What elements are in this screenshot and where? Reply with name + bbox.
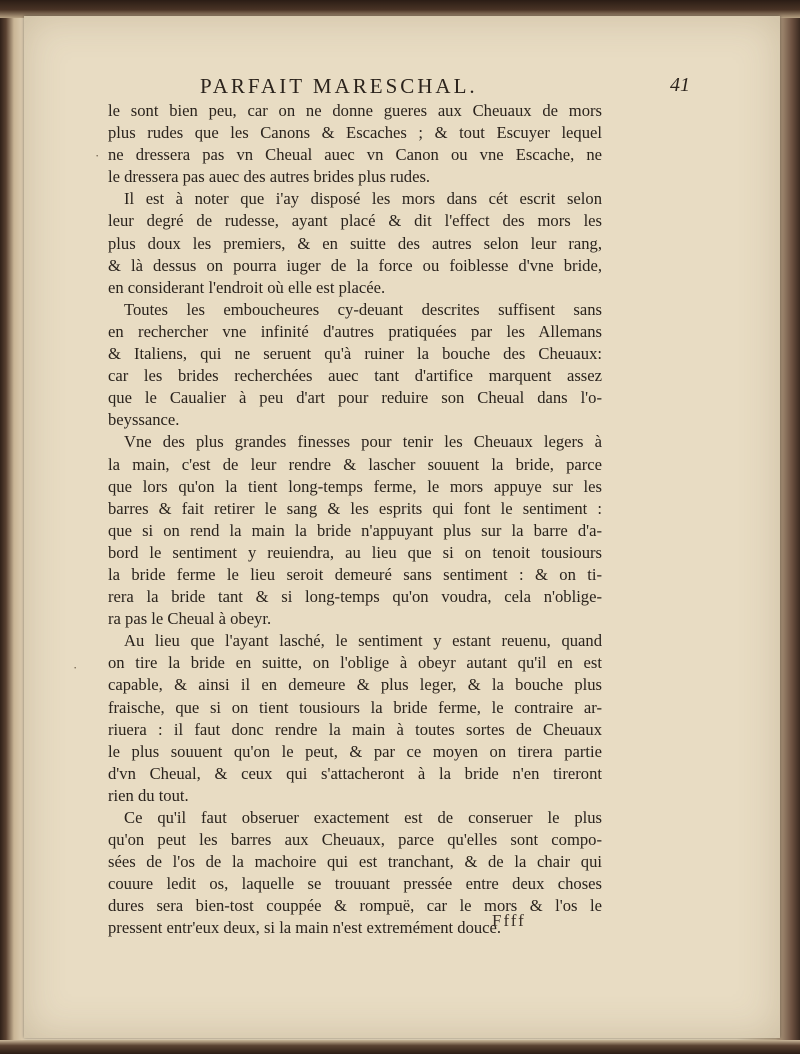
paragraph	[108, 807, 602, 940]
running-title: PARFAIT MARESCHAL.	[200, 74, 478, 98]
signature-mark: Ffff	[492, 911, 526, 930]
text-line: sées de l'os de la machoire qui est tranchant, & de la chair qui	[108, 852, 602, 872]
text-line: que lors qu'on la tient long-temps ferme, le mors appuye sur les	[108, 476, 602, 496]
text-line: dures sera bien-tost couppée & rompuë, car le mors & l'os le	[108, 896, 602, 916]
paragraph	[108, 100, 602, 188]
body-text	[108, 100, 602, 940]
text-line: que le Caualier à peu d'art pour reduire son Cheual dans l'o-	[108, 388, 602, 408]
text-line: on tire la bride en suitte, on l'oblige à obeyr autant qu'il en est	[108, 653, 602, 673]
text-line: le dressera pas auec des autres brides plus rudes.	[108, 167, 431, 187]
text-line: plus rudes que les Canons & Escaches ; & tout Escuyer lequel	[108, 123, 602, 143]
margin-speck: ·	[95, 148, 100, 163]
text-line: la main, c'est de leur rendre & lascher souuent la bride, parce	[108, 454, 602, 474]
text-line: rien du tout.	[108, 785, 189, 805]
text-line: rera la bride tant & si long-temps qu'on voudra, cela n'oblige-	[108, 587, 602, 607]
paragraph	[108, 188, 602, 298]
text-line: le plus souuent qu'on le peut, & par ce moyen on tirera partie	[108, 741, 602, 761]
text-line: plus doux les premiers, & en suitte des autres selon leur rang,	[108, 233, 602, 253]
text-line: le sont bien peu, car on ne donne gueres aux Cheuaux de mors	[108, 101, 602, 120]
text-line: qu'on peut les barres aux Cheuaux, parce qu'elles sont compo-	[108, 830, 602, 850]
text-line: beyssance.	[108, 410, 180, 430]
text-line: Toutes les emboucheures cy-deuant descrites suffisent sans	[124, 299, 602, 319]
text-line: riuera : il faut donc rendre la main à toutes sortes de Cheuaux	[108, 719, 602, 739]
text-line: ne dressera pas vn Cheual auec vn Canon ou vne Escache, ne	[108, 145, 602, 165]
text-line: que si on rend la main la bride n'appuyant plus sur la barre d'a-	[108, 520, 602, 540]
text-line: ra pas le Cheual à obeyr.	[108, 609, 272, 629]
text-line: car les brides recherchées auec tant d'artifice marquent assez	[108, 366, 602, 386]
margin-speck: ·	[73, 660, 78, 675]
text-line: Vne des plus grandes finesses pour tenir les Cheuaux legers à	[124, 432, 602, 452]
text-line: barres & fait retirer le sang & les esprits qui font le sentiment :	[108, 498, 602, 518]
text-line: en rechercher vne infinité d'autres pratiquées par les Allemans	[108, 321, 602, 341]
text-line: Ce qu'il faut obseruer exactement est de conseruer le plus	[124, 808, 602, 827]
paragraph	[108, 299, 602, 432]
text-line: en considerant l'endroit où elle est placée.	[108, 277, 386, 297]
text-line: la bride ferme le lieu seroit demeuré sans sentiment : & on ti-	[108, 564, 602, 584]
text-line: capable, & ainsi il en demeure & plus leger, & la bouche plus	[108, 675, 602, 695]
paragraph	[108, 431, 602, 630]
text-line: & là dessus on pourra iuger de la force ou foiblesse d'vne bride,	[108, 255, 602, 275]
text-line: couure ledit os, laquelle se trouuant pressée entre deux choses	[108, 874, 602, 894]
text-line: pressent entr'eux deux, si la main n'est extremément douce.	[108, 918, 502, 938]
text-line: bord le sentiment y reuiendra, au lieu que si on tenoit tousiours	[108, 542, 602, 562]
paragraph	[108, 630, 602, 807]
text-line: Il est à noter que i'ay disposé les mors dans cét escrit selon	[124, 189, 602, 209]
page-number: 41	[670, 74, 690, 96]
running-head	[200, 74, 720, 100]
text-line: & Italiens, qui ne seruent qu'à ruiner la bouche des Cheuaux:	[108, 344, 602, 364]
text-line: leur degré de rudesse, ayant placé & dit l'effect des mors les	[108, 211, 602, 231]
text-line: d'vn Cheual, & ceux qui s'attacheront à la bride n'en tireront	[108, 763, 602, 783]
text-line: fraische, que si on tient tousiours la bride ferme, le contraire ar-	[108, 697, 602, 717]
text-line: Au lieu que l'ayant lasché, le sentiment y estant reuenu, quand	[124, 631, 602, 651]
book-bottom-edge	[0, 1040, 800, 1054]
